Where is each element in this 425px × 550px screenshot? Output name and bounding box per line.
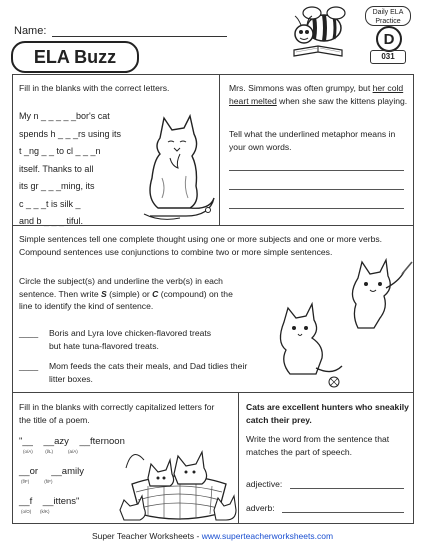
item2-answer-blank[interactable]: ____ [19,361,39,371]
sentence-types-intro: Simple sentences tell one complete thought using one or more subjects and one or more verbs. Compound sentences use conjunctions to combine two or more simple sentences. [19,234,383,257]
poem-row-3 [19,496,79,507]
badge-title: Daily ELA Practice [365,6,411,26]
adverb-label: adverb: [246,503,275,513]
poem-blank[interactable]: __fternoon [79,436,125,447]
poem-blank[interactable]: __or [19,466,39,477]
passage-line[interactable]: t _ng _ _ to cl _ _ _n [19,146,101,156]
passage-line[interactable]: its gr _ _ _ming, its [19,181,95,191]
poem-blank[interactable]: __ittens" [42,496,80,507]
page-title: ELA Buzz [11,41,139,73]
poem-row-1 [19,436,125,447]
letter-hint: (k/K) [40,509,50,514]
compound-code: C [152,288,159,299]
metaphor-question: Tell what the underlined metaphor means in your own words. [229,129,396,152]
hint-row-3 [21,509,50,514]
name-field-line[interactable] [52,36,227,37]
simple-code: S [101,288,107,299]
answer-line[interactable] [229,208,404,209]
answer-line[interactable] [229,189,404,190]
badge-number: 031 [370,50,406,64]
instr-part: (simple) or [106,288,153,299]
letter-hint: (f/F) [21,479,30,484]
metaphor-sentence [229,82,409,107]
letter-hint: (o/O) [21,509,32,514]
passage-line[interactable]: itself. Thanks to all [19,163,94,174]
poem-row-2 [19,466,84,477]
item1-answer-blank[interactable]: ____ [19,328,39,338]
passage-line[interactable]: c _ _ _t is silk _ [19,198,81,209]
poem-blank[interactable]: "__ [19,436,33,447]
answer-line[interactable] [229,170,404,171]
letter-hint: (f/F) [44,479,53,484]
item2-sentence: Mom feeds the cats their meals, and Dad tidies their litter boxes. [49,361,248,384]
parts-of-speech-sentence: Cats are excellent hunters who sneakily catch their prey. [246,402,409,425]
daily-practice-badge [365,6,413,64]
passage-line[interactable]: and b _ _ _ tiful. [19,216,84,226]
box1-passage [19,108,154,231]
metaphor-text-end: when she saw the kittens playing. [276,95,408,106]
hint-row-1 [23,449,78,454]
adjective-answer-line[interactable] [290,488,404,489]
playing-kittens-illustration [262,258,417,394]
sentence-types-instructions [19,275,247,313]
adverb-answer-line[interactable] [282,512,404,513]
poem-blank[interactable]: __f [19,496,33,507]
letter-hint: (a/A) [68,449,78,454]
hint-row-2 [21,479,53,484]
poem-blank[interactable]: __azy [43,436,69,447]
footer-text: Super Teacher Worksheets - [91,531,202,541]
letter-hint: (l/L) [45,449,54,454]
badge-level: D [376,26,402,52]
parts-of-speech-instruction: Write the word from the sentence that matches the part of speech. [246,434,390,457]
kittens-in-basket-illustration [118,438,238,522]
box1-instruction: Fill in the blanks with the correct letters. [19,83,170,93]
underlined-metaphor: her cold heart melted [229,83,404,106]
capitalization-instruction: Fill in the blanks with correctly capitalized letters for the title of a poem. [19,402,215,425]
letter-hint: (o/A) [23,449,33,454]
instr-part: (compound) on the line to identify the kind of sentence. [19,288,233,311]
passage-line[interactable]: My n _ _ _ _ _bor's cat [19,111,110,121]
metaphor-text-start: Mrs. Simmons was often grumpy, but [229,83,373,93]
poem-blank[interactable]: __amily [51,466,84,477]
footer [0,531,425,541]
grooming-cat-illustration [140,98,218,224]
bee-reading-illustration [288,4,363,64]
footer-link[interactable]: www.superteacherworksheets.com [201,531,334,541]
adjective-label: adjective: [246,479,283,489]
instr-part: Circle the subject(s) and underline the verb(s) in each sentence. Then write [19,276,223,299]
name-label: Name: [14,25,47,37]
item1-sentence: Boris and Lyra love chicken-flavored treats but hate tuna-flavored treats. [49,328,212,351]
passage-line[interactable]: spends h _ _ _rs using its [19,128,122,139]
